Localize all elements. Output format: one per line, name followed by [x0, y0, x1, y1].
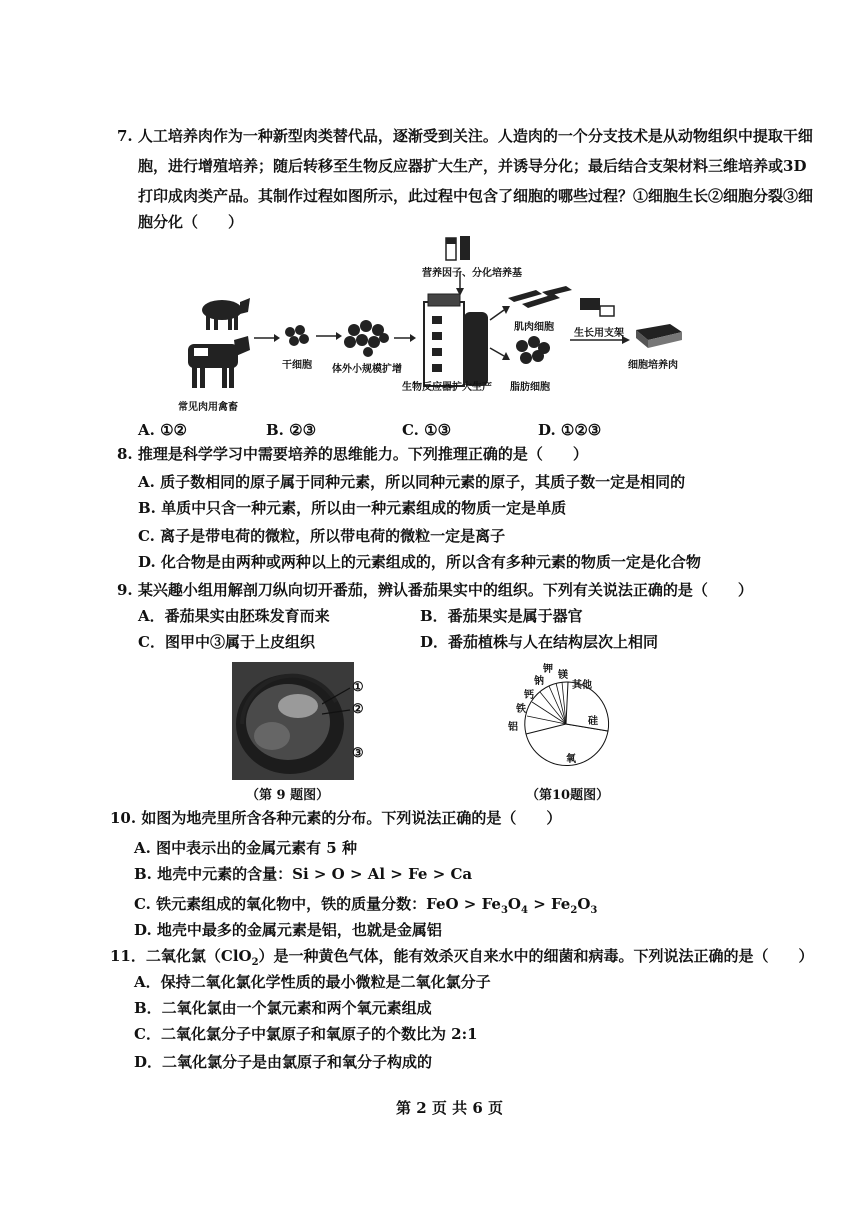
arrow-icon [394, 334, 416, 342]
cow-icon [188, 336, 250, 388]
label-bioreactor: 生物反应器扩大生产 [402, 382, 492, 393]
label-small-scale-expansion: 体外小规模扩增 [332, 364, 402, 375]
q10-option-c-sub: 3 [500, 905, 508, 916]
bioreactor-icon [424, 272, 488, 386]
q8-option-c[interactable]: C. 离子是带电荷的微粒，所以带电荷的微粒一定是离子 [138, 527, 506, 545]
pie-label-silicon: 硅 [588, 716, 598, 727]
q11-stem-text: ）是一种黄色气体，能有效杀灭自来水中的细菌和病毒。下列说法正确的是（ ） [258, 947, 814, 965]
q11-option-b[interactable]: B．二氧化氯由一个氯元素和两个氧元素组成 [134, 999, 432, 1017]
pie-label-sodium: 钠 [534, 676, 544, 687]
page-number-footer: 第 2 页 共 6 页 [396, 1099, 503, 1117]
q10-option-c-text: C. 铁元素组成的氧化物中，铁的质量分数：FeO > Fe [134, 895, 501, 913]
pie-label-iron: 铁 [516, 704, 526, 715]
q10-figure-caption: （第10题图） [526, 788, 610, 803]
pie-label-potassium: 钾 [543, 664, 553, 675]
pie-label-magnesium: 镁 [558, 670, 568, 681]
arrow-icon [490, 306, 510, 360]
marker-2: ② [352, 702, 364, 717]
arrow-icon [316, 332, 342, 340]
q7-option-b[interactable]: B. ②③ [266, 421, 317, 439]
q11-stem-sub: 2 [251, 957, 259, 968]
q11-stem-text: 11．二氧化氯（ClO [110, 947, 252, 965]
q11-option-c[interactable]: C．二氧化氯分子中氯原子和氧原子的个数比为 2:1 [134, 1025, 478, 1043]
q10-option-c-sub: 4 [521, 905, 528, 916]
q7-stem-line2: 胞，进行增殖培养；随后转移至生物反应器扩大生产，并诱导分化；最后结合支架材料三维培养或3D [138, 157, 807, 175]
arrow-icon [254, 334, 280, 342]
label-nutrient-medium: 营养因子、分化培养基 [422, 268, 522, 279]
q8-option-d[interactable]: D. 化合物是由两种或两种以上的元素组成的，所以含有多种元素的物质一定是化合物 [138, 553, 701, 571]
q10-option-c[interactable] [134, 894, 597, 921]
q10-option-b[interactable]: B. 地壳中元素的含量：Si > O > Al > Fe > Ca [134, 865, 473, 883]
q10-option-c-text: O [577, 895, 591, 913]
q9-stem: 9. 某兴趣小组用解剖刀纵向切开番茄，辨认番茄果实中的组织。下列有关说法正确的是（ ） [117, 581, 753, 599]
pie-label-oxygen: 氧 [566, 754, 576, 765]
label-scaffold: 生长用支架 [574, 328, 624, 339]
q10-option-a[interactable]: A. 图中表示出的金属元素有 5 种 [134, 839, 357, 857]
q11-stem [110, 946, 814, 973]
muscle-cells-icon [508, 286, 572, 308]
q7-option-d[interactable]: D. ①②③ [538, 421, 602, 439]
q7-option-c[interactable]: C. ①③ [402, 421, 452, 439]
pie-label-other: 其他 [572, 680, 592, 691]
label-muscle-cells: 肌肉细胞 [514, 322, 554, 333]
q9-option-a[interactable]: A．番茄果实由胚珠发育而来 [138, 607, 330, 625]
expanded-cell-cluster-icon [344, 320, 389, 357]
q10-option-d[interactable]: D. 地壳中最多的金属元素是铝，也就是金属铝 [134, 921, 442, 939]
q10-option-c-sub: 2 [570, 905, 578, 916]
q7-stem-line3: 打印成肉类产品。其制作过程如图所示，此过程中包含了细胞的哪些过程？①细胞生长②细胞分裂③细 [138, 187, 814, 205]
culture-medium-bottles-icon [446, 236, 470, 260]
cultured-meat-icon [636, 324, 682, 348]
q11-option-d[interactable]: D．二氧化氯分子是由氯原子和氧分子构成的 [134, 1053, 433, 1071]
marker-3: ③ [352, 746, 364, 761]
q10-option-c-text: > Fe [527, 895, 571, 913]
stem-cell-cluster-icon [285, 325, 309, 346]
fat-cells-icon [516, 336, 550, 364]
q7-stem-line4: 胞分化（ ） [138, 213, 244, 231]
label-stem-cell: 干细胞 [282, 360, 312, 371]
q10-stem: 10. 如图为地壳里所含各种元素的分布。下列说法正确的是（ ） [110, 809, 562, 827]
pie-label-calcium: 钙 [524, 690, 534, 701]
q9-option-b[interactable]: B．番茄果实是属于器官 [420, 607, 583, 625]
q7-option-a[interactable]: A. ①② [138, 421, 187, 439]
pig-icon [202, 298, 250, 330]
q9-option-d[interactable]: D．番茄植株与人在结构层次上相同 [420, 633, 659, 651]
q10-option-c-text: O [507, 895, 521, 913]
q9-option-c[interactable]: C．图甲中③属于上皮组织 [138, 633, 315, 651]
pie-label-aluminum: 铝 [508, 722, 518, 733]
marker-1: ① [352, 680, 364, 695]
scaffold-icon [580, 298, 614, 316]
q9-figure-caption: （第 9 题图） [246, 788, 330, 803]
label-fat-cells: 脂肪细胞 [510, 382, 550, 393]
q7-stem-line1: 7. 人工培养肉作为一种新型肉类替代品，逐渐受到关注。人造肉的一个分支技术是从动物组织中提取干细 [117, 127, 813, 145]
q10-option-c-sub: 3 [590, 905, 598, 916]
q8-option-a[interactable]: A. 质子数相同的原子属于同种元素，所以同种元素的原子，其质子数一定是相同的 [138, 473, 686, 491]
q8-option-b[interactable]: B. 单质中只含一种元素，所以由一种元素组成的物质一定是单质 [138, 499, 567, 517]
label-cultured-meat: 细胞培养肉 [628, 360, 678, 371]
q11-option-a[interactable]: A．保持二氧化氯化学性质的最小微粒是二氧化氯分子 [134, 973, 491, 991]
q8-stem: 8. 推理是科学学习中需要培养的思维能力。下列推理正确的是（ ） [117, 445, 588, 463]
label-livestock: 常见肉用禽畜 [178, 402, 238, 413]
